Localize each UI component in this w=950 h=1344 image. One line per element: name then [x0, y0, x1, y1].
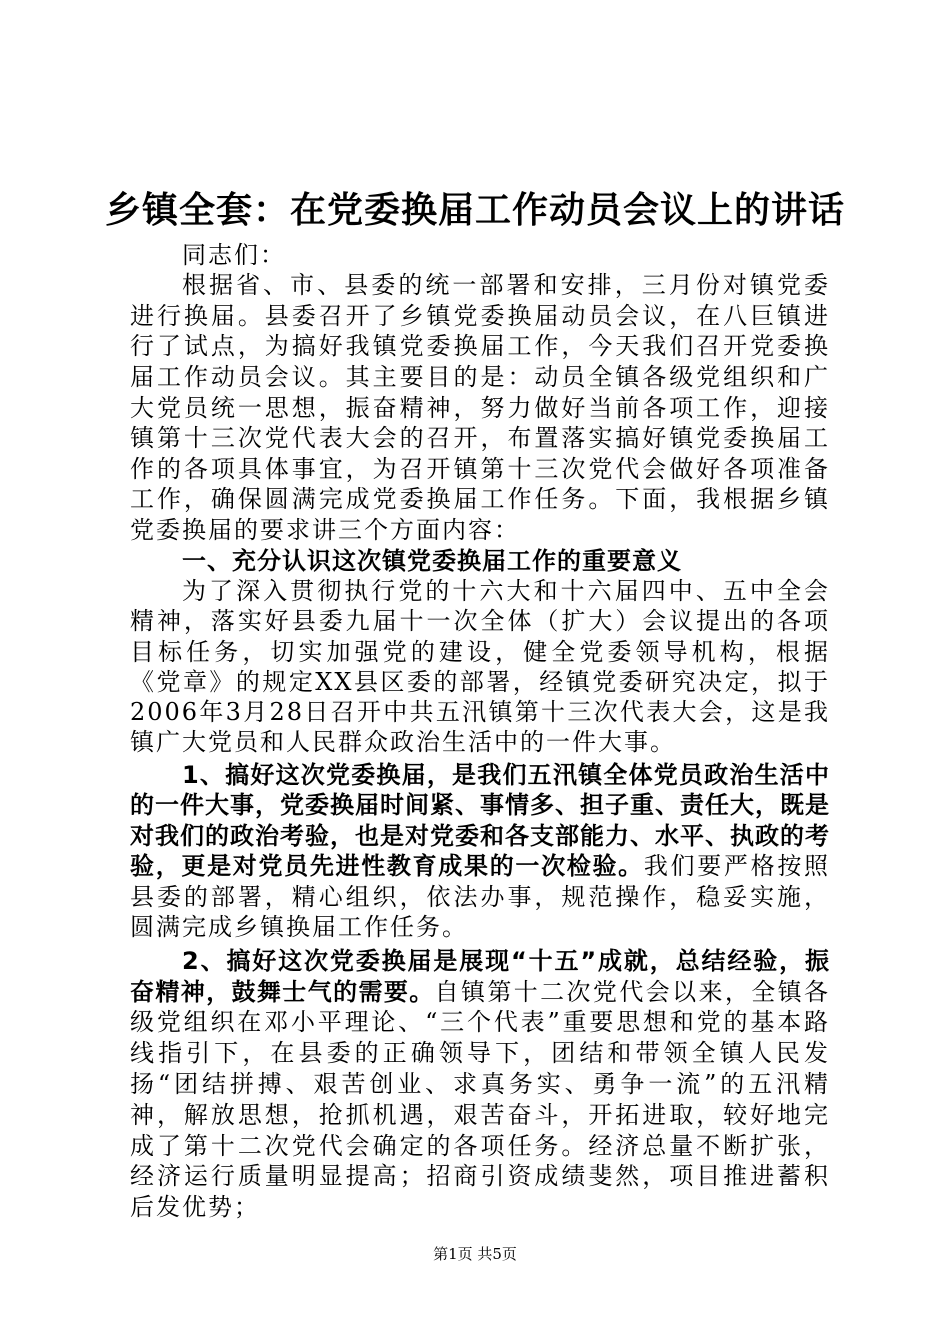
point-1-lead: 1、搞好这次党委换届，是我们五汛镇全体党员政治生活中的一件大事，党委换届时间紧、事情多、担子重、责任大，既是对我们的政治考验，也是对党委和各支部能力、水平、执政的考验，更是对党员先进性教育成果的一次检验。: [130, 760, 830, 881]
salutation: 同志们：: [182, 241, 286, 269]
point-1-text: 我们要严格按照县委的部署，精心组织，依法办事，规范操作，稳妥实施，圆满完成乡镇换届工作任务。: [130, 852, 831, 942]
point-2-text: 自镇第十二次党代会以来，全镇各级党组织在邓小平理论、“三个代表”重要思想和党的基本路线指引下，在县委的正确领导下，团结和带领全镇人民发扬“团结拼搏、艰苦创业、求真务实、勇争一流”的五汛精神，解放思想，抢抓机遇，艰苦奋斗，开拓进取，较好地完成了第十二次党代会确定的各项任务。经济总量不断扩张，经济运行质量明显提高；招商引资成绩斐然，项目推进蓄积后发优势；: [130, 977, 831, 1222]
point-2-lead: 2、搞好这次党委换届是展现“十五”成就，总结经验，振奋精神，鼓舞士气的需要。: [130, 946, 830, 1006]
document-body: [130, 240, 830, 1223]
page-footer: 第1页 共5页: [433, 1245, 517, 1263]
point-2-paragraph: [130, 946, 830, 1223]
section-1-heading: 一、充分认识这次镇党委换届工作的重要意义: [182, 546, 682, 575]
point-1-paragraph: [130, 760, 830, 943]
section-1-paragraph: 为了深入贯彻执行党的十六大和十六届四中、五中全会精神，落实好县委九届十一次全体（扩大）会议提出的各项目标任务，切实加强党的建设，健全党委领导机构，根据《党章》的规定XX县区委的部署，经镇党委研究决定，拟于2006年3月28日召开中共五汛镇第十三次代表大会，这是我镇广大党员和人民群众政治生活中的一件大事。: [130, 576, 830, 757]
document-title: 乡镇全套：在党委换届工作动员会议上的讲话: [104, 190, 845, 231]
intro-paragraph: 根据省、市、县委的统一部署和安排，三月份对镇党委进行换届。县委召开了乡镇党委换届动员会议，在八巨镇进行了试点，为搞好我镇党委换届工作，今天我们召开党委换届工作动员会议。其主要目的是：动员全镇各级党组织和广大党员统一思想，振奋精神，努力做好当前各项工作，迎接镇第十三次党代表大会的召开，布置落实搞好镇党委换届工作的各项具体事宜，为召开镇第十三次党代会做好各项准备工作，确保圆满完成党委换届工作任务。下面，我根据乡镇党委换届的要求讲三个方面内容：: [130, 271, 830, 545]
